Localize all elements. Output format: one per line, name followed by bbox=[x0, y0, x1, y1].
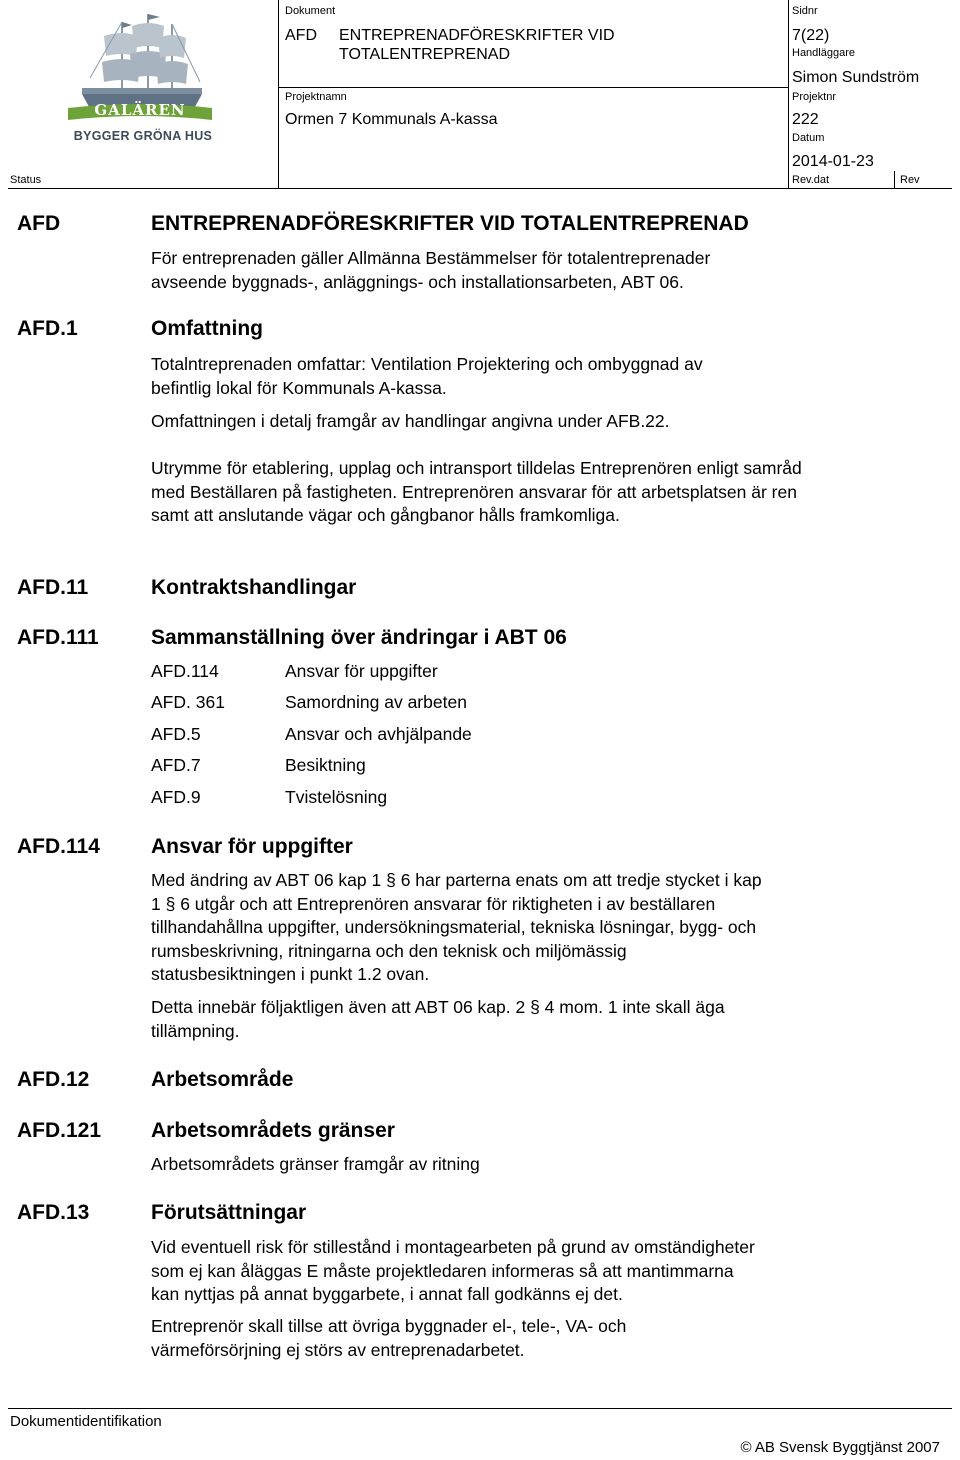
section-code-afd-11: AFD.11 bbox=[17, 576, 89, 599]
table-row-ref: AFD.114 bbox=[151, 661, 219, 681]
text-line: 1 § 6 utgår och att Entreprenören ansvarar för riktigheten i av beställaren bbox=[151, 893, 716, 914]
table-row-text: Ansvar och avhjälpande bbox=[285, 724, 472, 744]
projektnamn-value: Ormen 7 Kommunals A-kassa bbox=[285, 111, 498, 128]
revdat-label: Rev.dat bbox=[792, 174, 830, 186]
text-line: avseende byggnads-, anläggnings- och installationsarbeten, ABT 06. bbox=[151, 271, 684, 292]
section-heading-afd: ENTREPRENADFÖRESKRIFTER VID TOTALENTREPRENAD bbox=[151, 212, 749, 235]
section-code-afd-1: AFD.1 bbox=[17, 317, 78, 340]
projektnr-value: 222 bbox=[792, 111, 819, 128]
table-row-text: Samordning av arbeten bbox=[285, 692, 467, 712]
text-line: samt att anslutande vägar och gångbanor hålls framkomliga. bbox=[151, 505, 620, 525]
header-rule-bottom bbox=[8, 188, 952, 189]
dokument-title-line1: ENTREPRENADFÖRESKRIFTER VID bbox=[339, 27, 615, 44]
sidnr-value: 7(22) bbox=[792, 27, 830, 44]
text-line: kan nyttjas på annat byggarbete, i annat fall godkänns ej det. bbox=[151, 1284, 623, 1304]
datum-value: 2014-01-23 bbox=[792, 153, 874, 170]
table-row-ref: AFD. 361 bbox=[151, 692, 225, 712]
header-divider-rev bbox=[894, 171, 895, 188]
dokument-label: Dokument bbox=[285, 5, 336, 17]
logo-brand-text: GALÄREN bbox=[94, 101, 186, 119]
afd-paragraph bbox=[151, 247, 710, 294]
section-heading-kontraktshandlingar: Kontraktshandlingar bbox=[151, 576, 357, 599]
text-line: tillämpning. bbox=[151, 1020, 240, 1041]
document-identification-label: Dokumentidentifikation bbox=[10, 1413, 162, 1430]
section-heading-sammanstallning: Sammanställning över ändringar i ABT 06 bbox=[151, 626, 567, 649]
dokument-title-line2: TOTALENTREPRENAD bbox=[339, 46, 510, 63]
text-line: med Beställaren på fastigheten. Entreprenören ansvarar för att arbetsplatsen är ren bbox=[151, 481, 797, 502]
text-line: Med ändring av ABT 06 kap 1 § 6 har parterna enats om att tredje stycket i kap bbox=[151, 870, 762, 890]
afd-114-paragraph-1 bbox=[151, 869, 762, 987]
company-logo bbox=[60, 8, 220, 150]
afd-13-paragraph-1 bbox=[151, 1236, 755, 1307]
table-row-ref: AFD.7 bbox=[151, 755, 201, 775]
text-line: rumsbeskrivning, ritningarna och den teknisk och miljömässig bbox=[151, 940, 627, 961]
table-row-ref: AFD.5 bbox=[151, 724, 201, 744]
section-heading-ansvar-for-uppgifter: Ansvar för uppgifter bbox=[151, 835, 353, 858]
section-code-afd: AFD bbox=[17, 212, 61, 235]
text-line: befintlig lokal för Kommunals A-kassa. bbox=[151, 377, 447, 398]
header-divider-right bbox=[788, 0, 789, 188]
text-line: Totalntreprenaden omfattar: Ventilation Projektering och ombyggnad av bbox=[151, 354, 703, 374]
header-divider-left bbox=[278, 0, 279, 188]
logo-tagline: BYGGER GRÖNA HUS bbox=[73, 129, 213, 143]
header-rule-middle bbox=[278, 87, 788, 88]
status-label: Status bbox=[10, 174, 42, 186]
dokument-code: AFD bbox=[285, 27, 317, 44]
afd-13-paragraph-2 bbox=[151, 1315, 626, 1362]
table-row-text: Besiktning bbox=[285, 755, 366, 775]
section-heading-forutsattningar: Förutsättningar bbox=[151, 1201, 307, 1224]
text-line: som ej kan åläggas E måste projektledaren informeras så att mantimmarna bbox=[151, 1260, 734, 1281]
section-code-afd-114: AFD.114 bbox=[17, 835, 100, 858]
text-line: Entreprenör skall tillse att övriga byggnader el-, tele-, VA- och bbox=[151, 1316, 627, 1336]
afd-1-paragraph-2: Omfattningen i detalj framgår av handlingar angivna under AFB.22. bbox=[151, 411, 670, 431]
section-heading-arbetsomradets-granser: Arbetsområdets gränser bbox=[151, 1119, 395, 1142]
table-row-text: Tvistelösning bbox=[285, 787, 388, 807]
section-code-afd-13: AFD.13 bbox=[17, 1201, 90, 1224]
projektnamn-label: Projektnamn bbox=[285, 91, 347, 103]
text-line: Utrymme för etablering, upplag och intransport tilldelas Entreprenören enligt samråd bbox=[151, 458, 802, 478]
table-row-text: Ansvar för uppgifter bbox=[285, 661, 438, 681]
afd-121-paragraph: Arbetsområdets gränser framgår av ritning bbox=[151, 1154, 480, 1174]
text-line: värmeförsörjning ej störs av entreprenadarbetet. bbox=[151, 1339, 525, 1360]
footer-rule bbox=[8, 1408, 952, 1409]
afd-1-paragraph-1 bbox=[151, 353, 703, 400]
section-code-afd-111: AFD.111 bbox=[17, 626, 99, 649]
table-row-ref: AFD.9 bbox=[151, 787, 201, 807]
text-line: Detta innebär följaktligen även att ABT 06 kap. 2 § 4 mom. 1 inte skall äga bbox=[151, 997, 725, 1017]
text-line: För entreprenaden gäller Allmänna Bestämmelser för totalentreprenader bbox=[151, 248, 711, 268]
text-line: statusbesiktningen i punkt 1.2 ovan. bbox=[151, 964, 430, 984]
section-heading-arbetsomrade: Arbetsområde bbox=[151, 1068, 294, 1091]
handlaggare-value: Simon Sundström bbox=[792, 69, 920, 86]
rev-label: Rev bbox=[900, 174, 920, 186]
sidnr-label: Sidnr bbox=[792, 5, 818, 17]
text-line: tillhandahållna uppgifter, undersökningsmaterial, tekniska lösningar, bygg- och bbox=[151, 917, 757, 937]
handlaggare-label: Handläggare bbox=[792, 47, 855, 59]
projektnr-label: Projektnr bbox=[792, 91, 837, 103]
datum-label: Datum bbox=[792, 132, 825, 144]
afd-1-paragraph-3 bbox=[151, 457, 802, 528]
afd-114-paragraph-2 bbox=[151, 996, 725, 1043]
section-code-afd-121: AFD.121 bbox=[17, 1119, 102, 1142]
text-line: Vid eventuell risk för stillestånd i montagearbeten på grund av omständigheter bbox=[151, 1237, 755, 1257]
section-heading-omfattning: Omfattning bbox=[151, 317, 263, 340]
copyright-text: © AB Svensk Byggtjänst 2007 bbox=[740, 1439, 940, 1456]
section-code-afd-12: AFD.12 bbox=[17, 1068, 90, 1091]
